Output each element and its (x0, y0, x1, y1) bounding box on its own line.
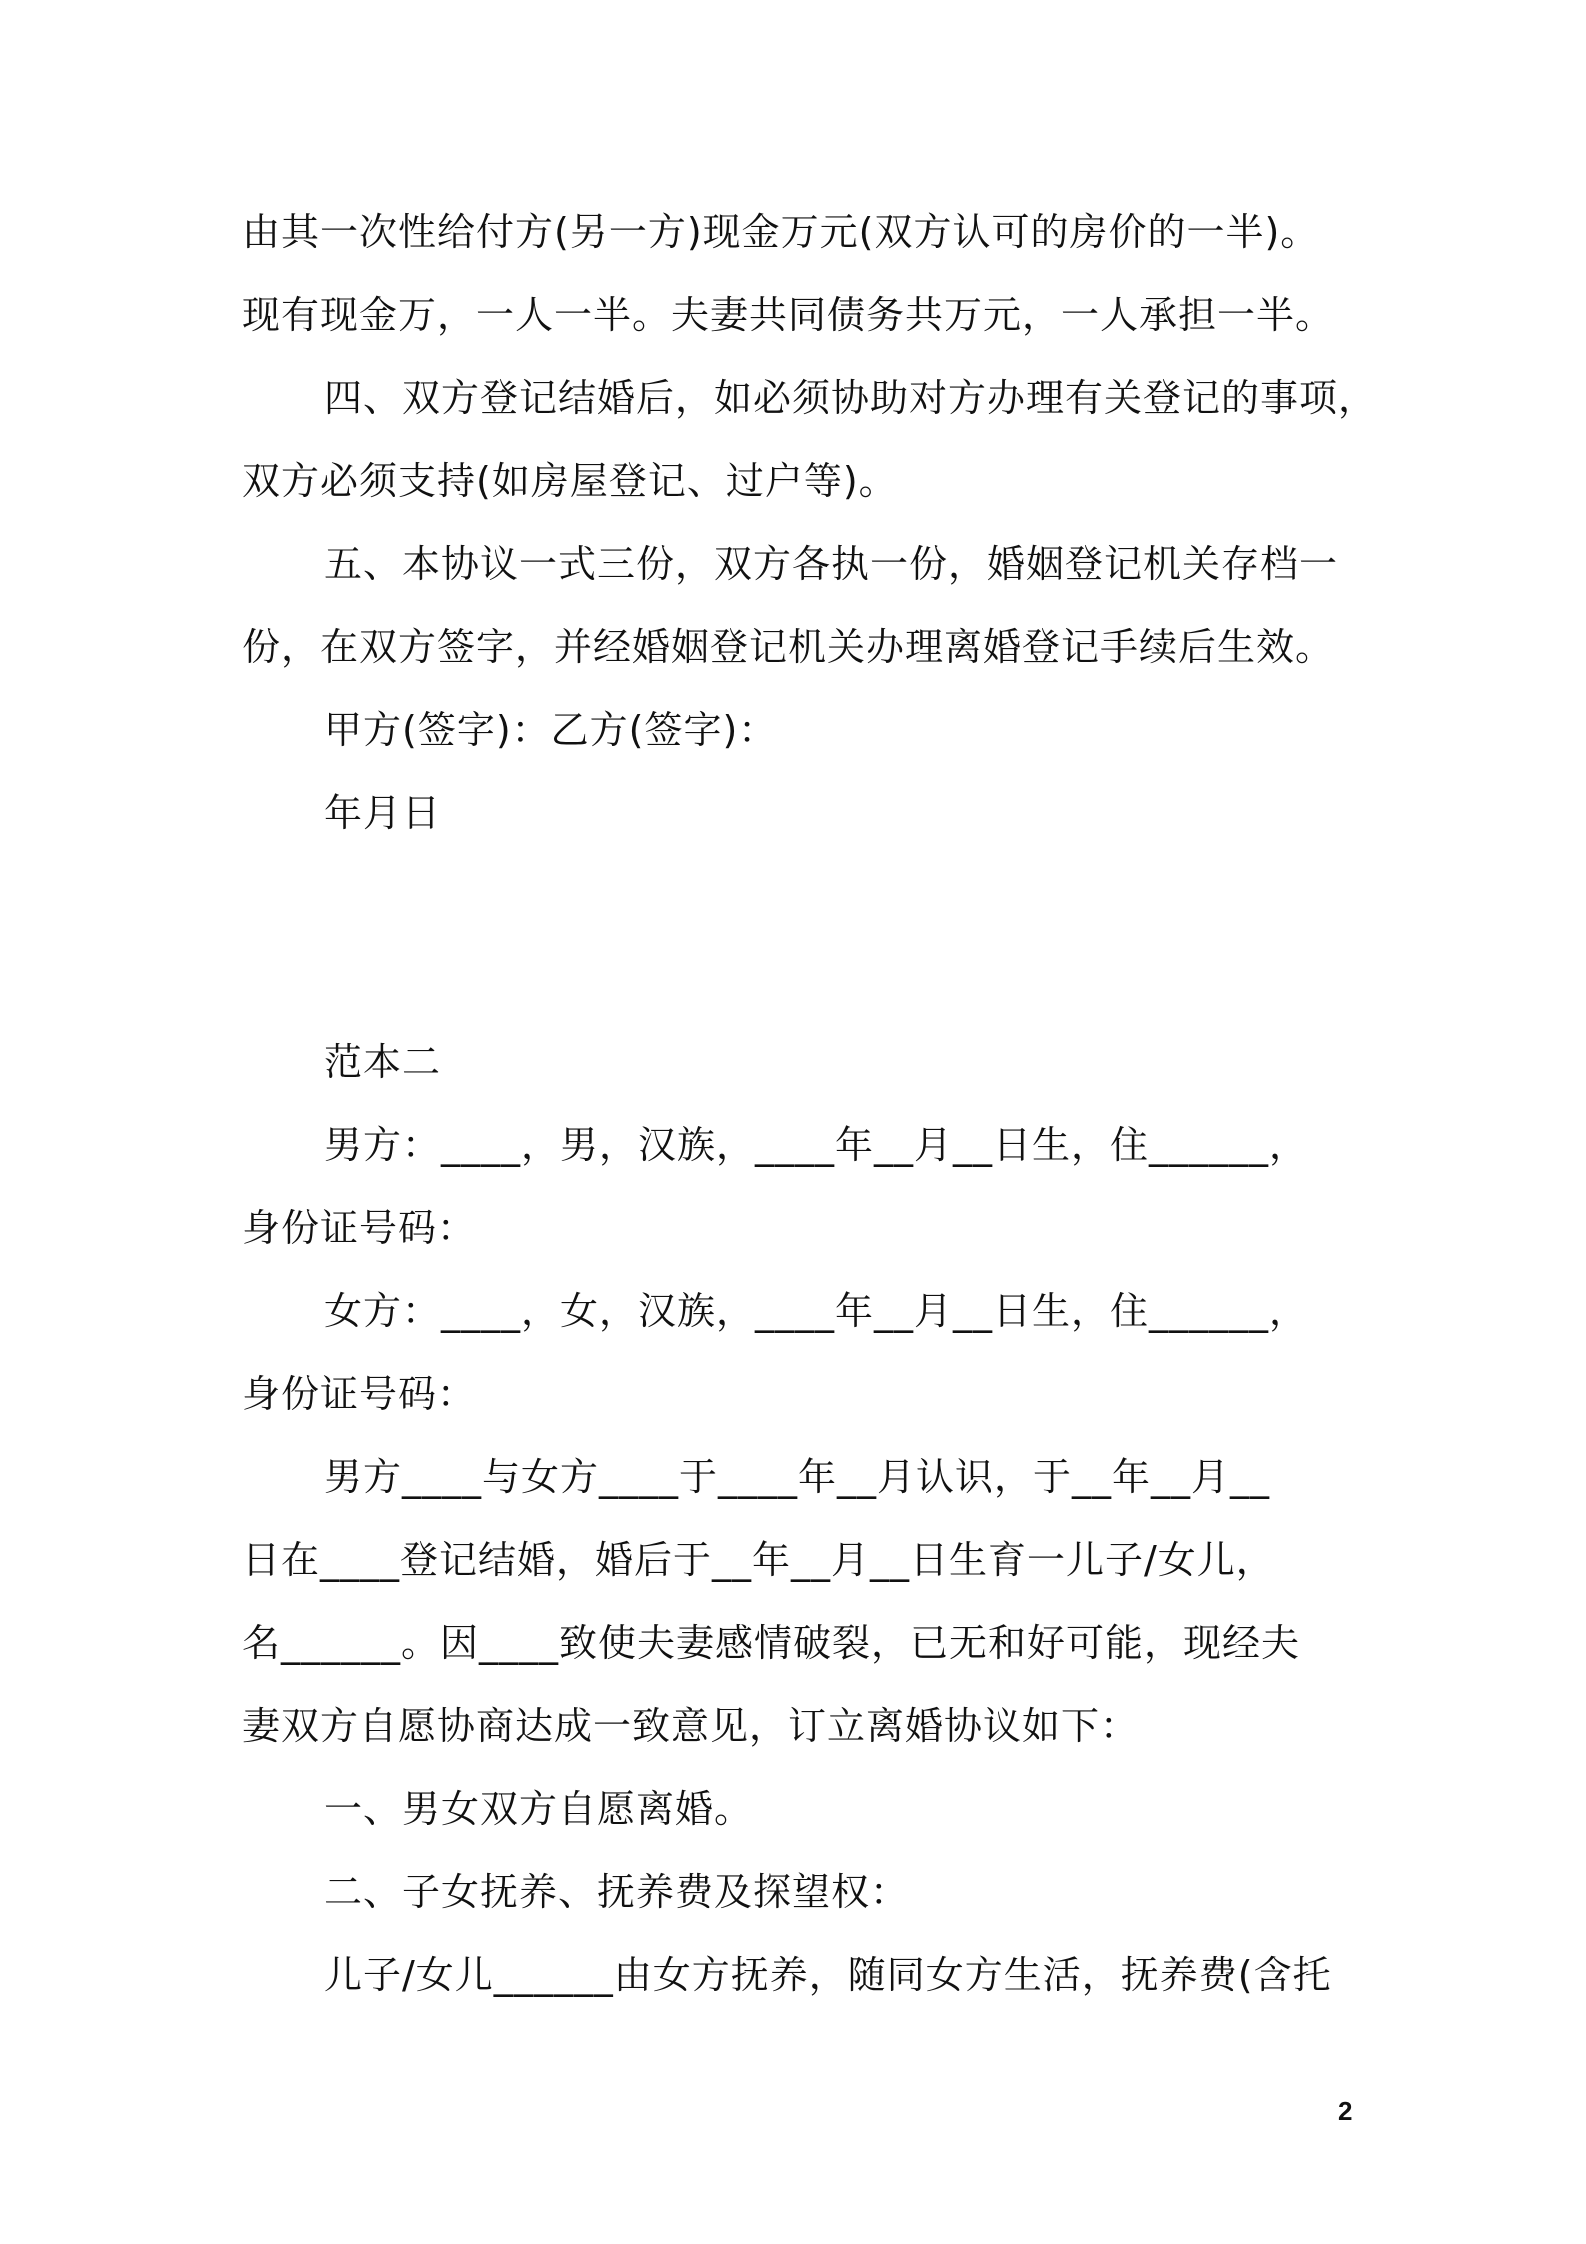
paragraph-line: 份，在双方签字，并经婚姻登记机关办理离婚登记手续后生效。 (242, 625, 1335, 669)
paragraph-line: 男方____与女方____于____年__月认识，于__年__月__ (324, 1455, 1271, 1499)
paragraph-line: 日在____登记结婚，婚后于__年__月__日生育一儿子/女儿， (242, 1538, 1275, 1582)
paragraph-line: 儿子/女儿______由女方抚养，随同女方生活，抚养费(含托 (324, 1953, 1332, 1997)
paragraph-line: 双方必须支持(如房屋登记、过户等)。 (242, 459, 898, 503)
paragraph-line: 名______。因____致使夫妻感情破裂，已无和好可能，现经夫 (242, 1621, 1301, 1665)
signature-line: 甲方(签字)：乙方(签字)： (324, 708, 778, 752)
paragraph-line: 一、男女双方自愿离婚。 (324, 1787, 754, 1831)
paragraph-line: 二、子女抚养、抚养费及探望权： (324, 1870, 910, 1914)
paragraph-line: 现有现金万，一人一半。夫妻共同债务共万元，一人承担一半。 (242, 293, 1335, 337)
page-number: 2 (1338, 2096, 1353, 2126)
paragraph-line: 四、双方登记结婚后，如必须协助对方办理有关登记的事项， (324, 376, 1378, 420)
date-line: 年月日 (324, 791, 442, 835)
paragraph-line: 身份证号码： (242, 1372, 477, 1416)
paragraph-line: 由其一次性给付方(另一方)现金万元(双方认可的房价的一半)。 (242, 210, 1320, 254)
paragraph-line: 女方：____，女，汉族，____年__月__日生，住______， (324, 1289, 1309, 1333)
paragraph-line: 五、本协议一式三份，双方各执一份，婚姻登记机关存档一 (324, 542, 1339, 586)
paragraph-line: 妻双方自愿协商达成一致意见，订立离婚协议如下： (242, 1704, 1140, 1748)
paragraph-line: 男方：____，男，汉族，____年__月__日生，住______， (324, 1123, 1309, 1167)
paragraph-line: 身份证号码： (242, 1206, 477, 1250)
section-title: 范本二 (324, 1040, 442, 1084)
